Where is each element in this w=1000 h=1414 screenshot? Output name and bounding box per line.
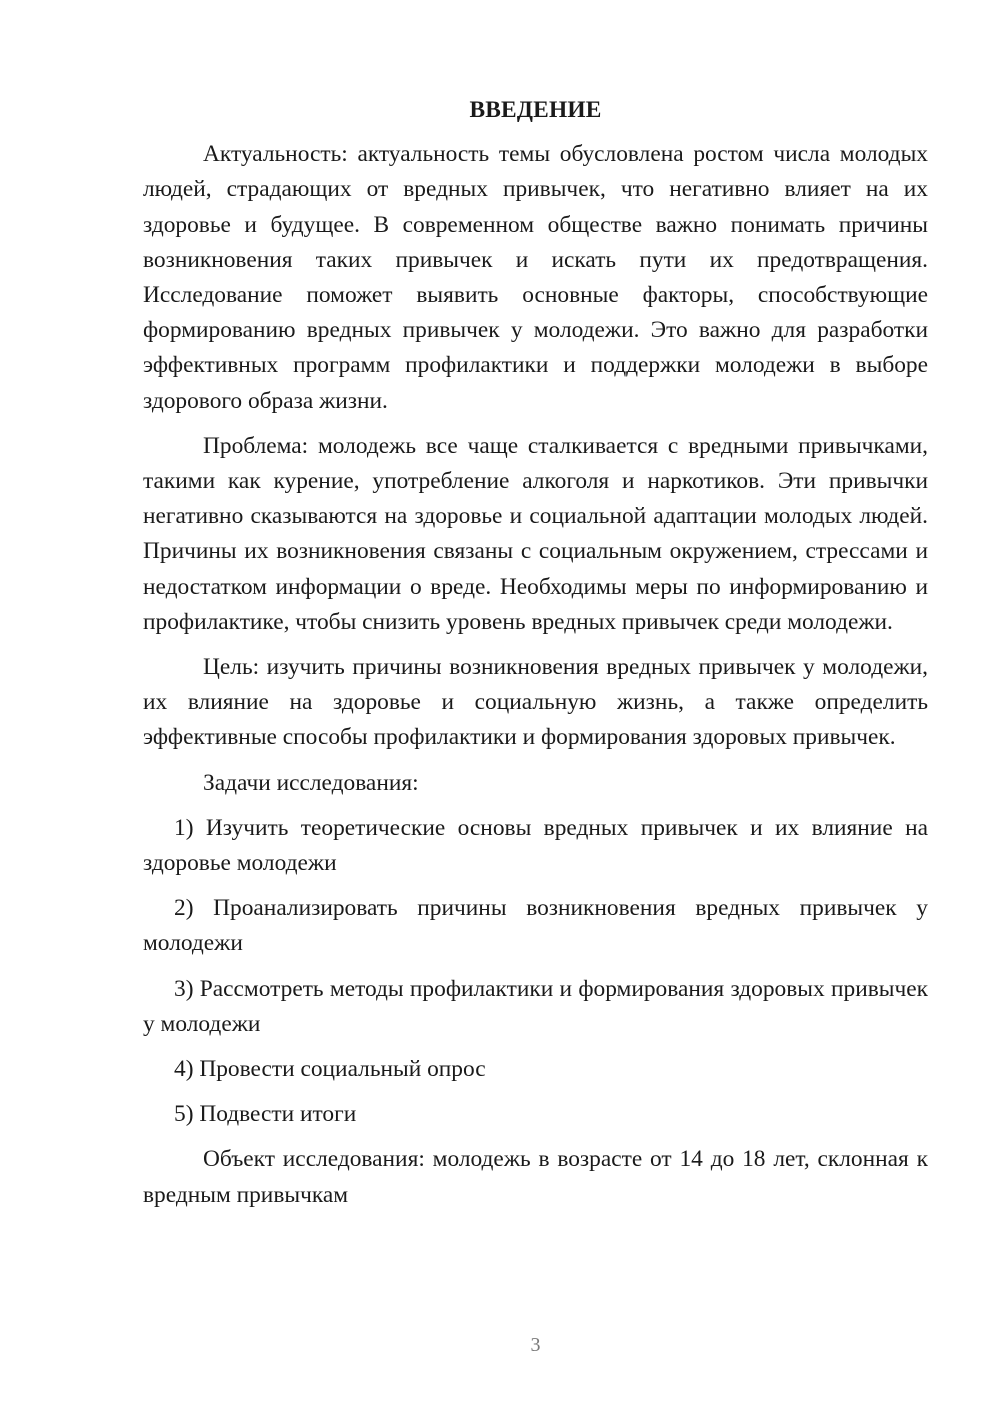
task-item: 3) Рассмотреть методы профилактики и формирования здоровых привычек у молодежи xyxy=(143,975,928,1037)
task-item: 5) Подвести итоги xyxy=(174,1101,357,1128)
task-item: 2) Проанализировать причины возникновения вредных привычек у молодежи xyxy=(143,895,928,957)
task-item: 4) Провести социальный опрос xyxy=(174,1056,486,1083)
page-title: ВВЕДЕНИЕ xyxy=(469,97,602,123)
tasks-heading: Задачи исследования: xyxy=(203,769,419,796)
page-content xyxy=(143,93,928,1223)
task-item: 1) Изучить теоретические основы вредных привычек и их влияние на здоровье молодежи xyxy=(143,814,928,877)
paragraph-goal: Цель: изучить причины возникновения вредных привычек у молодежи, их влияние на здоровье и социальную жизнь, а также определить эффективные способы профилактики и формирования здоровых привычек. xyxy=(143,654,928,751)
page-number: 3 xyxy=(530,1334,541,1356)
paragraph-relevance: Актуальность: актуальность темы обусловлена ростом числа молодых людей, страдающих от вредных привычек, что негативно влияет на их здоровье и будущее. В современном обществе важно понимать причины возникновения таких привычек и искать пути их предотвращения. Исследование поможет выявить основные факторы, способствующие формированию вредных привычек у молодежи. Это важно для разработки эффективных программ профилактики и поддержки молодежи в выборе здорового образа жизни. xyxy=(143,141,928,414)
tasks-list xyxy=(143,811,928,1133)
paragraph-object: Объект исследования: молодежь в возрасте от 14 до 18 лет, склонная к вредным привычкам xyxy=(143,1146,928,1208)
paragraph-problem: Проблема: молодежь все чаще сталкивается с вредными привычками, такими как курение, употребление алкоголя и наркотиков. Эти привычки негативно сказываются на здоровье и социальной адаптации молодых людей. Причины их возникновения связаны с социальным окружением, стрессами и недостатком информации о вреде. Необходимы меры по информированию и профилактике, чтобы снизить уровень вредных привычек среди молодежи. xyxy=(143,432,928,635)
